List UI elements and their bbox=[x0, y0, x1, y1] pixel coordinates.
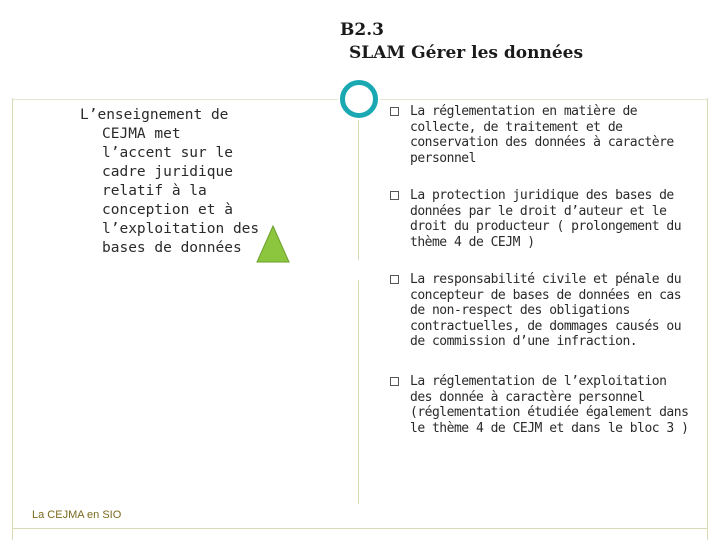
list-item bbox=[390, 188, 690, 250]
intro-line: L’enseignement de bbox=[80, 107, 229, 123]
slide-title: SLAM Gérer les données bbox=[349, 43, 584, 63]
checkbox-bullet-icon bbox=[390, 275, 399, 284]
intro-line: l’accent sur le bbox=[102, 145, 233, 161]
footer-label: La CEJMA en SIO bbox=[32, 509, 122, 521]
checkbox-bullet-icon bbox=[390, 191, 399, 200]
checkbox-bullet-icon bbox=[390, 377, 399, 386]
triangle-icon bbox=[256, 225, 290, 263]
intro-line: cadre juridique bbox=[102, 164, 233, 180]
list-item-text: La réglementation en matière de collecte, de traitement et de conservation des données à caractère personnel bbox=[410, 104, 674, 166]
checkbox-bullet-icon bbox=[390, 107, 399, 116]
frame-bottom-border bbox=[12, 528, 708, 529]
intro-line: conception et à bbox=[102, 202, 233, 218]
center-divider-bottom bbox=[358, 280, 359, 504]
intro-line: relatif à la bbox=[102, 183, 207, 199]
intro-line: bases de données bbox=[102, 240, 242, 256]
center-divider-top bbox=[358, 100, 359, 260]
list-item-text: La protection juridique des bases de données par le droit d’auteur et le droit du producteur ( prolongement du thème 4 de CEJM ) bbox=[410, 188, 682, 250]
intro-text bbox=[78, 106, 258, 258]
list-item bbox=[390, 374, 690, 436]
decorative-circle-icon bbox=[340, 80, 378, 118]
list-item-text: La responsabilité civile et pénale du concepteur de bases de données en cas de non-respect des obligations contractuelles, de dommages causés ou de commission d’une infraction. bbox=[410, 272, 682, 349]
list-item-text: La réglementation de l’exploitation des donnée à caractère personnel (réglementation étudiée également dans le thème 4 de CEJM et dans le bloc 3 ) bbox=[410, 374, 689, 436]
intro-line: l’exploitation des bbox=[102, 221, 260, 237]
list-item bbox=[390, 272, 690, 350]
slide-code: B2.3 bbox=[340, 20, 384, 40]
list-item bbox=[390, 104, 690, 166]
intro-line: CEJMA met bbox=[102, 126, 181, 142]
